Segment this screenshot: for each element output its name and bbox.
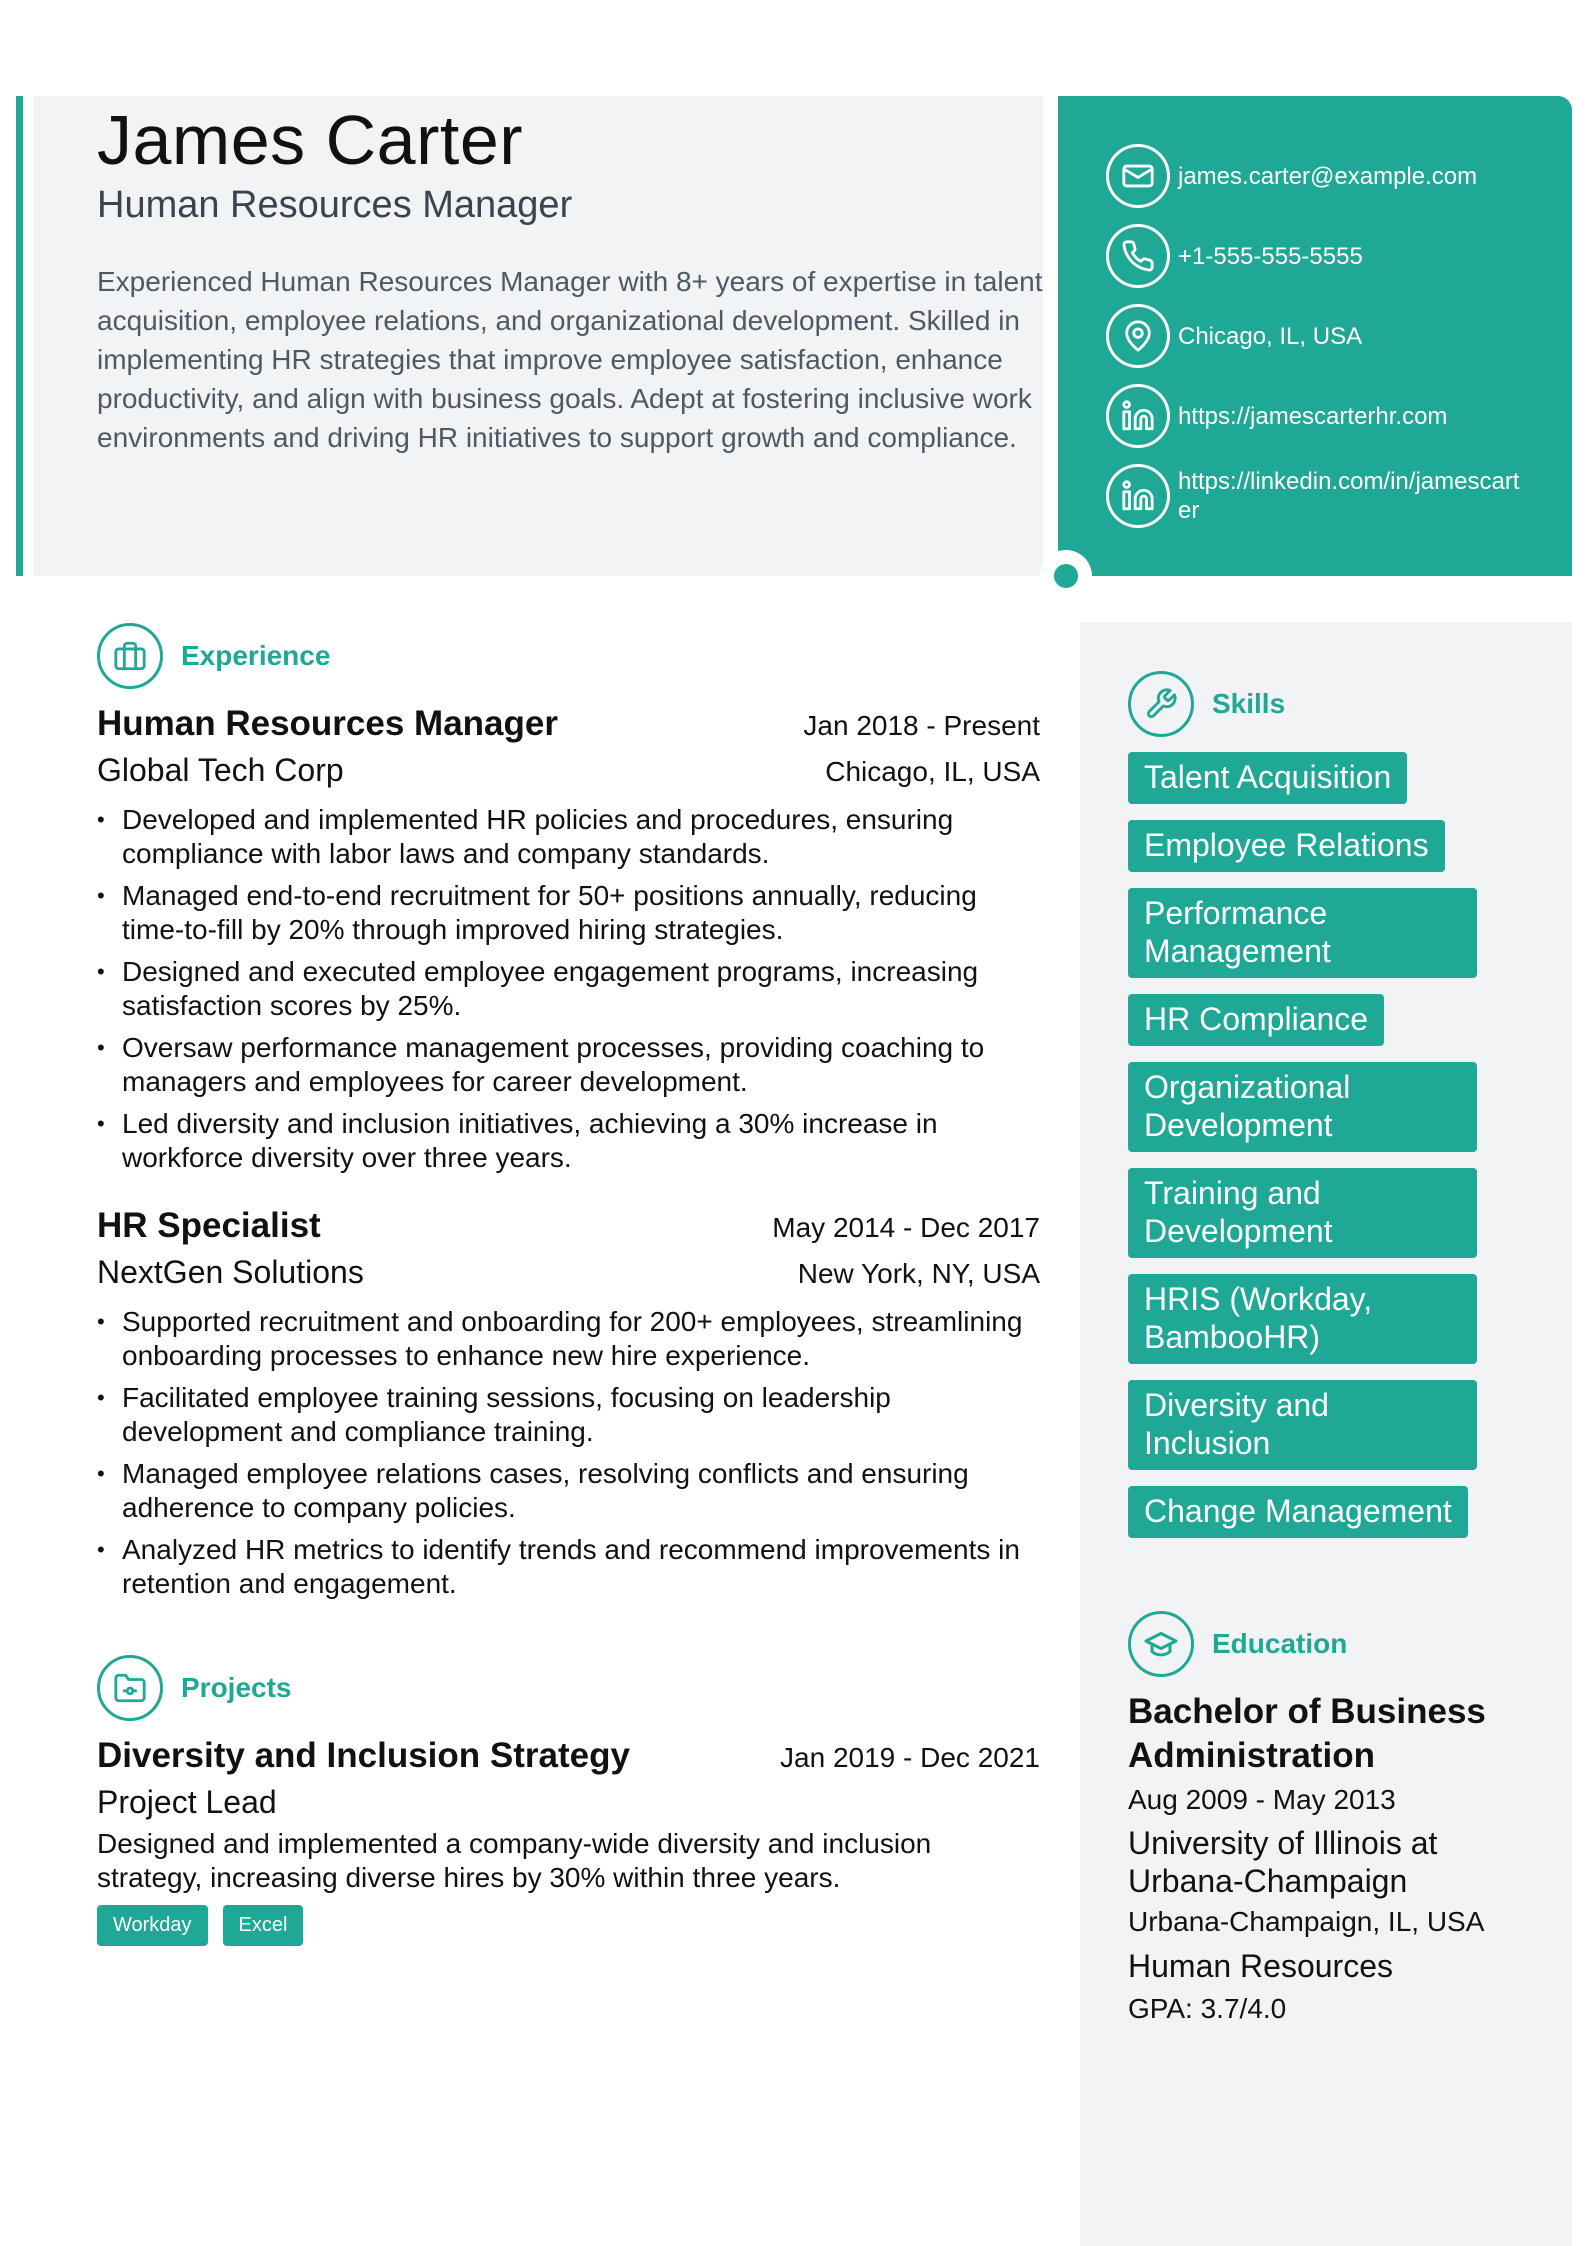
- job-entry: [97, 704, 1040, 1183]
- contact-linkedin[interactable]: [1106, 464, 1528, 528]
- contact-email[interactable]: [1106, 144, 1528, 208]
- projects-heading: [97, 1655, 292, 1721]
- list-item: • Supported recruitment and onboarding for 200+ employees, streamlining onboarding processes to enhance new hire experience.: [97, 1305, 1040, 1373]
- list-item: • Led diversity and inclusion initiatives, achieving a 30% increase in workforce diversity over three years.: [97, 1107, 1040, 1175]
- location-text: Chicago, IL, USA: [1178, 322, 1363, 350]
- list-item: • Analyzed HR metrics to identify trends and recommend improvements in retention and engagement.: [97, 1533, 1040, 1601]
- list-item: • Oversaw performance management processes, providing coaching to managers and employees for career development.: [97, 1031, 1040, 1099]
- graduation-cap-icon: [1128, 1611, 1194, 1677]
- experience-heading: [97, 623, 330, 689]
- linkedin-text[interactable]: https://linkedin.com/in/jamescarter: [1178, 468, 1520, 524]
- skill-tag: Training and Development: [1128, 1168, 1477, 1258]
- candidate-name: James Carter: [97, 101, 524, 179]
- skill-tag: Performance Management: [1128, 888, 1477, 978]
- project-title: Diversity and Inclusion Strategy: [97, 1736, 630, 1775]
- job-entry: [97, 1206, 1040, 1609]
- school: University of Illinois at Urbana-Champaign: [1128, 1825, 1438, 1899]
- project-description: Designed and implemented a company-wide diversity and inclusion strategy, increasing diverse hires by 30% within three years.: [97, 1828, 932, 1893]
- list-item: • Managed employee relations cases, resolving conflicts and ensuring adherence to company policies.: [97, 1457, 1040, 1525]
- education-location: Urbana-Champaign, IL, USA: [1128, 1906, 1485, 1937]
- contact-website[interactable]: [1106, 384, 1528, 448]
- contact-location: [1106, 304, 1528, 368]
- project-tags: [97, 1905, 1040, 1946]
- envelope-icon: [1106, 144, 1170, 208]
- education-heading-label: Education: [1212, 1628, 1348, 1659]
- phone-text[interactable]: +1-555-555-5555: [1178, 242, 1363, 270]
- linkedin-icon: [1106, 464, 1170, 528]
- job-company: NextGen Solutions: [97, 1254, 364, 1290]
- website-text[interactable]: https://jamescarterhr.com: [1178, 402, 1448, 430]
- contact-phone[interactable]: [1106, 224, 1528, 288]
- job-date: Jan 2018 - Present: [803, 710, 1040, 741]
- education-entry: [1128, 1690, 1528, 2025]
- list-item: • Designed and executed employee engagement programs, increasing satisfaction scores by 25%.: [97, 955, 1040, 1023]
- skill-tag: Talent Acquisition: [1128, 752, 1407, 804]
- skill-tag: HR Compliance: [1128, 994, 1384, 1046]
- wrench-icon: [1128, 671, 1194, 737]
- job-bullets: [97, 803, 1040, 1175]
- list-item: • Developed and implemented HR policies and procedures, ensuring compliance with labor laws and company standards.: [97, 803, 1040, 871]
- job-company: Global Tech Corp: [97, 752, 344, 788]
- project-entry: [97, 1736, 1040, 1946]
- job-location: New York, NY, USA: [797, 1258, 1040, 1289]
- list-item: • Facilitated employee training sessions, focusing on leadership development and compliance training.: [97, 1381, 1040, 1449]
- skill-tag: HRIS (Workday, BambooHR): [1128, 1274, 1477, 1364]
- project-role: Project Lead: [97, 1784, 277, 1820]
- list-item: • Managed end-to-end recruitment for 50+ positions annually, reducing time-to-fill by 20% through improved hiring strategies.: [97, 879, 1040, 947]
- job-title: Human Resources Manager: [97, 704, 558, 743]
- skill-tag: Change Management: [1128, 1486, 1468, 1538]
- job-title: HR Specialist: [97, 1206, 321, 1245]
- job-date: May 2014 - Dec 2017: [772, 1212, 1040, 1243]
- skill-tag: Employee Relations: [1128, 820, 1445, 872]
- education-heading: [1128, 1611, 1347, 1677]
- projects-heading-label: Projects: [181, 1672, 292, 1703]
- header-dot: [1054, 564, 1078, 588]
- education-date: Aug 2009 - May 2013: [1128, 1784, 1396, 1815]
- project-date: Jan 2019 - Dec 2021: [780, 1742, 1040, 1773]
- phone-icon: [1106, 224, 1170, 288]
- degree: Bachelor of Business Administration: [1128, 1692, 1486, 1775]
- experience-heading-label: Experience: [181, 640, 331, 671]
- map-pin-icon: [1106, 304, 1170, 368]
- email-text[interactable]: james.carter@example.com: [1178, 162, 1478, 190]
- skills-heading: [1128, 671, 1285, 737]
- linkedin-icon: [1106, 384, 1170, 448]
- job-location: Chicago, IL, USA: [825, 756, 1040, 787]
- project-tag: Excel: [223, 1905, 304, 1946]
- briefcase-icon: [97, 623, 163, 689]
- header-accent-bar: [16, 96, 23, 576]
- skill-tag: Organizational Development: [1128, 1062, 1477, 1152]
- summary: Experienced Human Resources Manager with 8+ years of expertise in talent acquisition, employee relations, and organizational development. Skilled in implementing HR strategies that improve employee satisfaction, enhance productivity, and align with business goals. Adept at fostering inclusive work environments and driving HR initiatives to support growth and compliance.: [97, 266, 1043, 453]
- skill-tag: Diversity and Inclusion: [1128, 1380, 1477, 1470]
- project-tag: Workday: [97, 1905, 208, 1946]
- job-bullets: [97, 1305, 1040, 1601]
- skills-heading-label: Skills: [1212, 688, 1286, 719]
- folder-icon: [97, 1655, 163, 1721]
- candidate-title: Human Resources Manager: [97, 184, 573, 226]
- skills-list: [1128, 752, 1508, 1554]
- gpa: GPA: 3.7/4.0: [1128, 1993, 1287, 2024]
- field-of-study: Human Resources: [1128, 1948, 1393, 1984]
